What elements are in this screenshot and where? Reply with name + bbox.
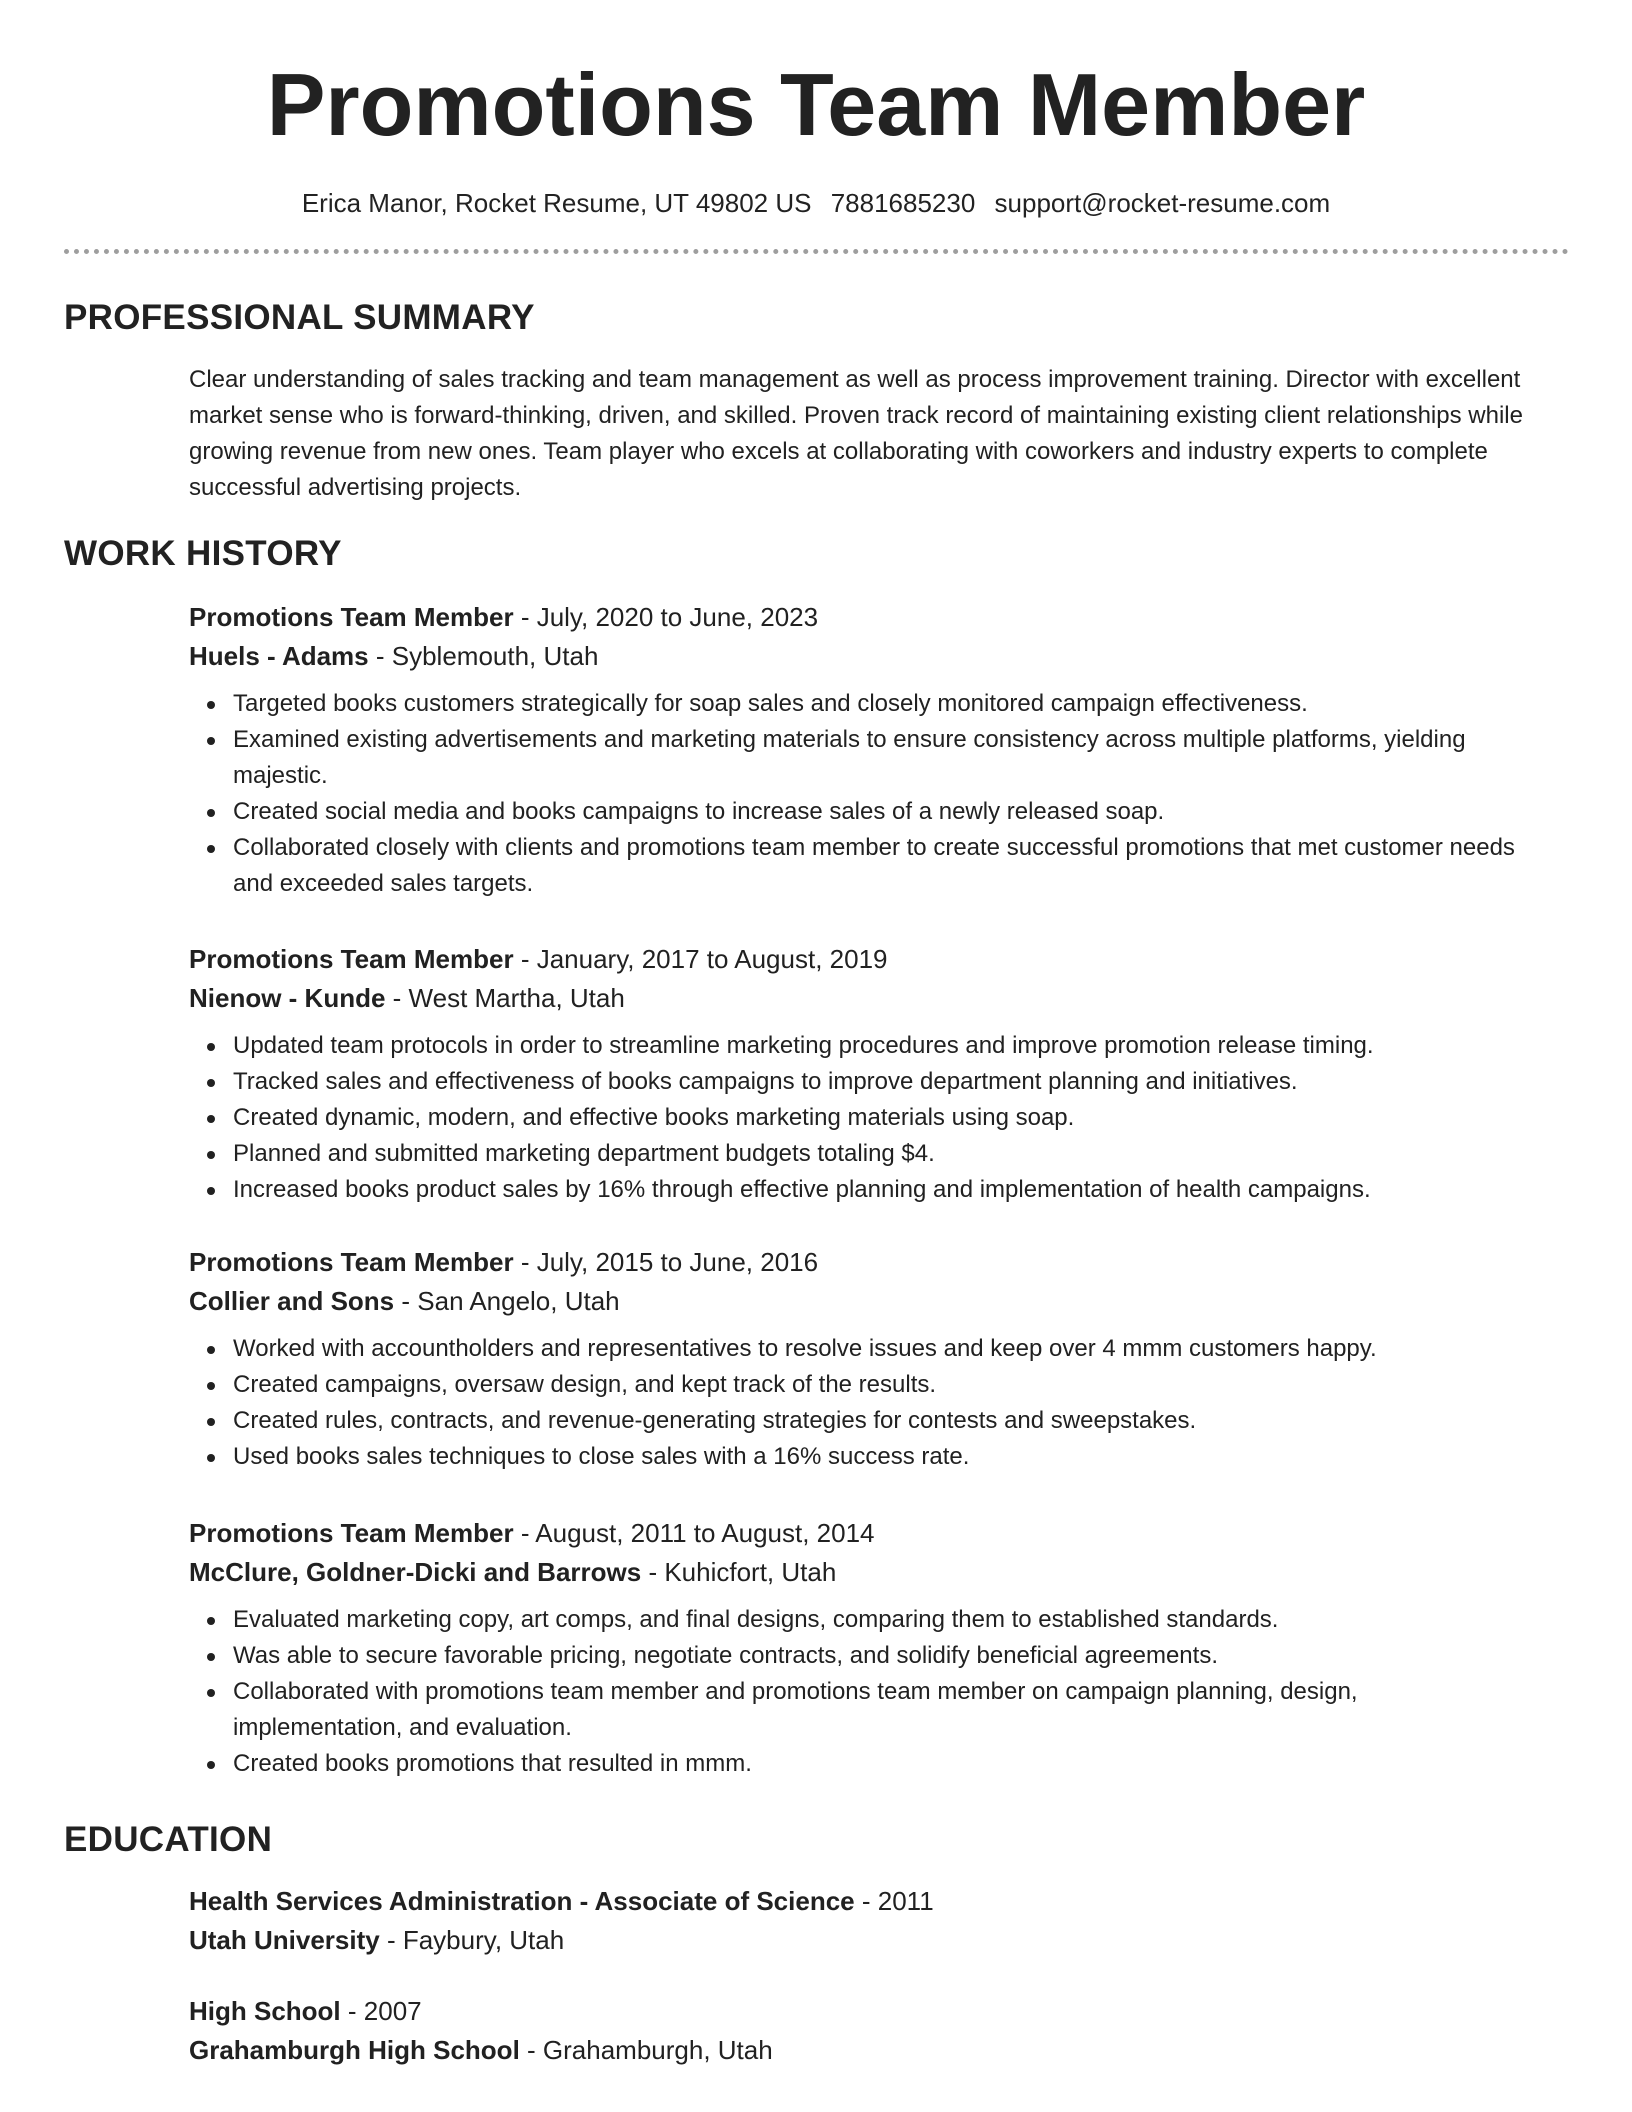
job-company-line (189, 1553, 1529, 1592)
job-bullet: Was able to secure favorable pricing, negotiate contracts, and solidify beneficial agreements. (233, 1638, 1529, 1674)
school-location: - Faybury, Utah (379, 1925, 565, 1955)
job-bullet: Created social media and books campaigns to increase sales of a newly released soap. (233, 794, 1529, 830)
school-line (189, 1921, 1529, 1960)
job-title: Promotions Team Member (189, 1247, 514, 1277)
job-dates: - July, 2015 to June, 2016 (513, 1247, 819, 1277)
job-title-line (189, 598, 1529, 637)
job-company: Nienow - Kunde (189, 983, 386, 1013)
degree-line (189, 1882, 1529, 1921)
contact-address: Erica Manor, Rocket Resume, UT 49802 US (301, 188, 812, 218)
school-line (189, 2031, 1529, 2070)
education-entry (189, 1882, 1529, 1960)
job-bullet: Collaborated with promotions team member and promotions team member on campaign planning, design, implementation, and evaluation. (233, 1674, 1529, 1746)
section-heading-summary: PROFESSIONAL SUMMARY (64, 298, 535, 337)
job-bullet: Updated team protocols in order to streamline marketing procedures and improve promotion release timing. (233, 1028, 1529, 1064)
job-bullet: Examined existing advertisements and marketing materials to ensure consistency across multiple platforms, yielding majestic. (233, 722, 1529, 794)
contact-line (0, 186, 1632, 220)
degree-year: - 2007 (340, 1996, 422, 2026)
job-entry (189, 598, 1529, 902)
contact-phone: 7881685230 (830, 188, 976, 218)
job-title: Promotions Team Member (189, 602, 514, 632)
job-company: Huels - Adams (189, 641, 369, 671)
job-entry (189, 1243, 1529, 1475)
education-entry (189, 1992, 1529, 2070)
job-bullet: Increased books product sales by 16% through effective planning and implementation of health campaigns. (233, 1172, 1529, 1208)
job-bullet: Used books sales techniques to close sales with a 16% success rate. (233, 1439, 1529, 1475)
contact-email: support@rocket-resume.com (994, 188, 1331, 218)
degree-name: Health Services Administration - Associate of Science (189, 1886, 855, 1916)
job-title-line (189, 1243, 1529, 1282)
job-location: - Kuhicfort, Utah (641, 1557, 837, 1587)
job-bullets (189, 1331, 1529, 1475)
job-location: - Syblemouth, Utah (368, 641, 599, 671)
job-bullet: Created dynamic, modern, and effective books marketing materials using soap. (233, 1100, 1529, 1136)
resume-title: Promotions Team Member (266, 55, 1366, 154)
degree-name: High School (189, 1996, 341, 2026)
job-bullet: Created rules, contracts, and revenue-generating strategies for contests and sweepstakes. (233, 1403, 1529, 1439)
job-entry (189, 1514, 1529, 1782)
degree-line (189, 1992, 1529, 2031)
job-bullets (189, 686, 1529, 902)
school-location: - Grahamburgh, Utah (519, 2035, 773, 2065)
job-bullet: Evaluated marketing copy, art comps, and final designs, comparing them to established standards. (233, 1602, 1529, 1638)
job-bullets (189, 1602, 1529, 1782)
job-dates: - August, 2011 to August, 2014 (513, 1518, 875, 1548)
job-bullets (189, 1028, 1529, 1208)
job-bullet: Planned and submitted marketing department budgets totaling $4. (233, 1136, 1529, 1172)
job-bullet: Tracked sales and effectiveness of books campaigns to improve department planning and initiatives. (233, 1064, 1529, 1100)
job-location: - San Angelo, Utah (394, 1286, 620, 1316)
school-name: Utah University (189, 1925, 380, 1955)
section-heading-education: EDUCATION (64, 1820, 273, 1859)
job-title: Promotions Team Member (189, 944, 514, 974)
job-bullet: Created books promotions that resulted in mmm. (233, 1746, 1529, 1782)
section-heading-work-history: WORK HISTORY (64, 534, 342, 573)
degree-year: - 2011 (854, 1886, 934, 1916)
job-company: McClure, Goldner-Dicki and Barrows (189, 1557, 642, 1587)
job-title: Promotions Team Member (189, 1518, 514, 1548)
job-dates: - July, 2020 to June, 2023 (513, 602, 819, 632)
job-company: Collier and Sons (189, 1286, 395, 1316)
header-divider (64, 249, 1569, 254)
job-bullet: Collaborated closely with clients and promotions team member to create successful promotions that met customer needs and exceeded sales targets. (233, 830, 1529, 902)
job-company-line (189, 637, 1529, 676)
job-title-line (189, 940, 1529, 979)
job-company-line (189, 979, 1529, 1018)
job-dates: - January, 2017 to August, 2019 (513, 944, 888, 974)
job-title-line (189, 1514, 1529, 1553)
school-name: Grahamburgh High School (189, 2035, 520, 2065)
summary-text: Clear understanding of sales tracking and team management as well as process improvement training. Director with excellent market sense who is forward-thinking, driven, and skilled. Proven track record of maintaining existing client relationships while growing revenue from new ones. Team player who excels at collaborating with coworkers and industry experts to complete successful advertising projects. (189, 366, 1523, 501)
job-entry (189, 940, 1529, 1208)
job-company-line (189, 1282, 1529, 1321)
resume-header (0, 50, 1632, 220)
job-location: - West Martha, Utah (385, 983, 625, 1013)
job-bullet: Worked with accountholders and representatives to resolve issues and keep over 4 mmm customers happy. (233, 1331, 1529, 1367)
job-bullet: Created campaigns, oversaw design, and kept track of the results. (233, 1367, 1529, 1403)
job-bullet: Targeted books customers strategically for soap sales and closely monitored campaign effectiveness. (233, 686, 1529, 722)
